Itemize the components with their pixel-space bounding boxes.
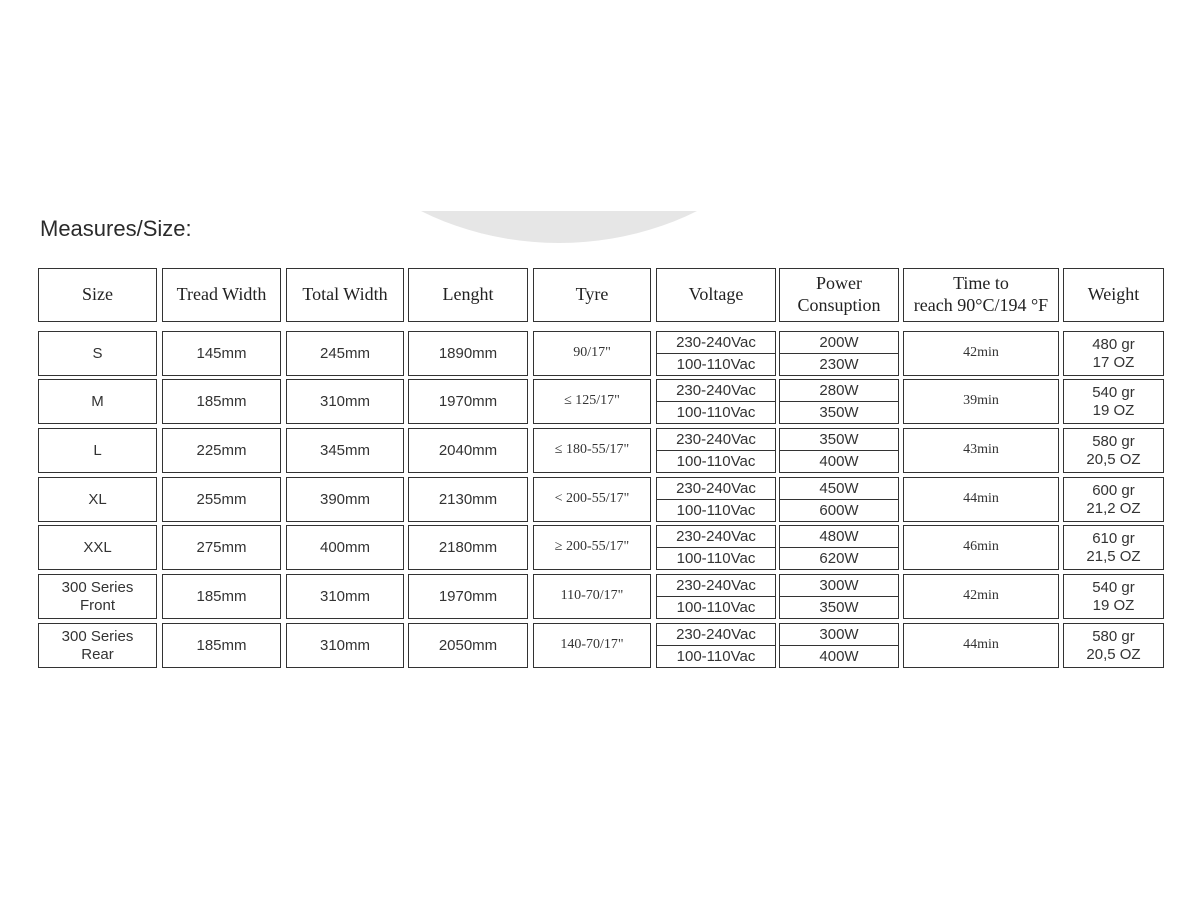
header-time-line2: reach 90°C/194 °F xyxy=(913,295,1049,315)
time-cell: 42min xyxy=(903,574,1059,619)
length-cell: 2050mm xyxy=(408,623,528,668)
power-high-cell: 200W xyxy=(779,331,899,354)
power-low-cell: 600W xyxy=(779,499,899,522)
weight-cell-line1: 610 gr xyxy=(1092,529,1135,547)
time-cell: 44min xyxy=(903,623,1059,668)
tyre-cell: ≤ 180-55/17" xyxy=(533,428,651,473)
voltage-high-cell: 230-240Vac xyxy=(656,428,776,451)
length-cell: 2130mm xyxy=(408,477,528,522)
tyre-cell: ≥ 200-55/17" xyxy=(533,525,651,570)
header-tread-width: Tread Width xyxy=(162,268,281,322)
power-high-cell: 450W xyxy=(779,477,899,500)
weight-cell-line2: 21,5 OZ xyxy=(1086,547,1141,565)
weight-cell xyxy=(1063,331,1164,376)
voltage-low-cell: 100-110Vac xyxy=(656,596,776,619)
power-low-cell: 230W xyxy=(779,353,899,376)
size-cell-line1: XXL xyxy=(83,538,112,556)
size-cell-line1: L xyxy=(93,441,102,459)
power-high-cell: 480W xyxy=(779,525,899,548)
total-width-cell: 310mm xyxy=(286,574,404,619)
total-width-cell: 345mm xyxy=(286,428,404,473)
power-low-cell: 400W xyxy=(779,450,899,473)
size-cell-line1: 300 Series xyxy=(61,627,134,645)
power-high-cell: 300W xyxy=(779,623,899,646)
page-title: Measures/Size: xyxy=(40,216,192,241)
length-cell: 2180mm xyxy=(408,525,528,570)
length-cell: 1890mm xyxy=(408,331,528,376)
size-cell xyxy=(38,525,157,570)
weight-cell-line2: 19 OZ xyxy=(1092,401,1135,419)
weight-cell-line1: 540 gr xyxy=(1092,578,1135,596)
header-power-line2: Consuption xyxy=(797,295,881,315)
power-high-cell: 300W xyxy=(779,574,899,597)
header-voltage: Voltage xyxy=(656,268,776,322)
size-cell-line1: S xyxy=(92,344,103,362)
power-low-cell: 350W xyxy=(779,401,899,424)
weight-cell-line1: 580 gr xyxy=(1092,432,1135,450)
header-power-line1: Power xyxy=(816,273,862,294)
weight-cell-line2: 20,5 OZ xyxy=(1086,450,1141,468)
total-width-cell: 390mm xyxy=(286,477,404,522)
tyre-cell: 110-70/17" xyxy=(533,574,651,619)
weight-cell-line2: 17 OZ xyxy=(1092,353,1135,371)
weight-cell xyxy=(1063,574,1164,619)
decorative-arc xyxy=(330,211,788,243)
size-cell-line1: XL xyxy=(88,490,107,508)
size-cell xyxy=(38,477,157,522)
voltage-high-cell: 230-240Vac xyxy=(656,379,776,402)
size-cell xyxy=(38,574,157,619)
weight-cell xyxy=(1063,623,1164,668)
header-time-line1: Time to xyxy=(953,273,1009,294)
weight-cell-line2: 19 OZ xyxy=(1092,596,1135,614)
voltage-low-cell: 100-110Vac xyxy=(656,401,776,424)
header-tyre: Tyre xyxy=(533,268,651,322)
header-time xyxy=(903,268,1059,322)
weight-cell-line1: 580 gr xyxy=(1092,627,1135,645)
size-cell-line1: 300 Series xyxy=(61,578,134,596)
power-high-cell: 350W xyxy=(779,428,899,451)
tyre-cell: < 200-55/17" xyxy=(533,477,651,522)
voltage-low-cell: 100-110Vac xyxy=(656,547,776,570)
voltage-low-cell: 100-110Vac xyxy=(656,645,776,668)
weight-cell-line2: 21,2 OZ xyxy=(1086,499,1141,517)
total-width-cell: 310mm xyxy=(286,623,404,668)
tread-width-cell: 275mm xyxy=(162,525,281,570)
header-power-consumption xyxy=(779,268,899,322)
tread-width-cell: 185mm xyxy=(162,379,281,424)
size-cell-line2: Rear xyxy=(81,645,114,663)
header-size: Size xyxy=(38,268,157,322)
size-cell-line2: Front xyxy=(79,596,115,614)
tyre-cell: 140-70/17" xyxy=(533,623,651,668)
voltage-high-cell: 230-240Vac xyxy=(656,477,776,500)
voltage-high-cell: 230-240Vac xyxy=(656,331,776,354)
tread-width-cell: 255mm xyxy=(162,477,281,522)
weight-cell-line1: 540 gr xyxy=(1092,383,1135,401)
size-cell xyxy=(38,331,157,376)
time-cell: 43min xyxy=(903,428,1059,473)
tread-width-cell: 225mm xyxy=(162,428,281,473)
tyre-cell: 90/17" xyxy=(533,331,651,376)
size-cell-line1: M xyxy=(91,392,104,410)
power-low-cell: 620W xyxy=(779,547,899,570)
size-cell xyxy=(38,623,157,668)
voltage-low-cell: 100-110Vac xyxy=(656,450,776,473)
tread-width-cell: 185mm xyxy=(162,623,281,668)
header-total-width: Total Width xyxy=(286,268,404,322)
power-low-cell: 400W xyxy=(779,645,899,668)
voltage-low-cell: 100-110Vac xyxy=(656,499,776,522)
tread-width-cell: 145mm xyxy=(162,331,281,376)
length-cell: 1970mm xyxy=(408,379,528,424)
tyre-cell: ≤ 125/17" xyxy=(533,379,651,424)
size-cell xyxy=(38,428,157,473)
voltage-high-cell: 230-240Vac xyxy=(656,623,776,646)
length-cell: 1970mm xyxy=(408,574,528,619)
size-cell xyxy=(38,379,157,424)
tread-width-cell: 185mm xyxy=(162,574,281,619)
weight-cell xyxy=(1063,525,1164,570)
power-low-cell: 350W xyxy=(779,596,899,619)
total-width-cell: 245mm xyxy=(286,331,404,376)
voltage-high-cell: 230-240Vac xyxy=(656,574,776,597)
weight-cell-line1: 480 gr xyxy=(1092,335,1135,353)
power-high-cell: 280W xyxy=(779,379,899,402)
time-cell: 46min xyxy=(903,525,1059,570)
weight-cell xyxy=(1063,477,1164,522)
weight-cell-line1: 600 gr xyxy=(1092,481,1135,499)
header-length: Lenght xyxy=(408,268,528,322)
time-cell: 42min xyxy=(903,331,1059,376)
weight-cell-line2: 20,5 OZ xyxy=(1086,645,1141,663)
time-cell: 44min xyxy=(903,477,1059,522)
header-weight: Weight xyxy=(1063,268,1164,322)
voltage-high-cell: 230-240Vac xyxy=(656,525,776,548)
weight-cell xyxy=(1063,379,1164,424)
length-cell: 2040mm xyxy=(408,428,528,473)
total-width-cell: 310mm xyxy=(286,379,404,424)
weight-cell xyxy=(1063,428,1164,473)
time-cell: 39min xyxy=(903,379,1059,424)
total-width-cell: 400mm xyxy=(286,525,404,570)
voltage-low-cell: 100-110Vac xyxy=(656,353,776,376)
